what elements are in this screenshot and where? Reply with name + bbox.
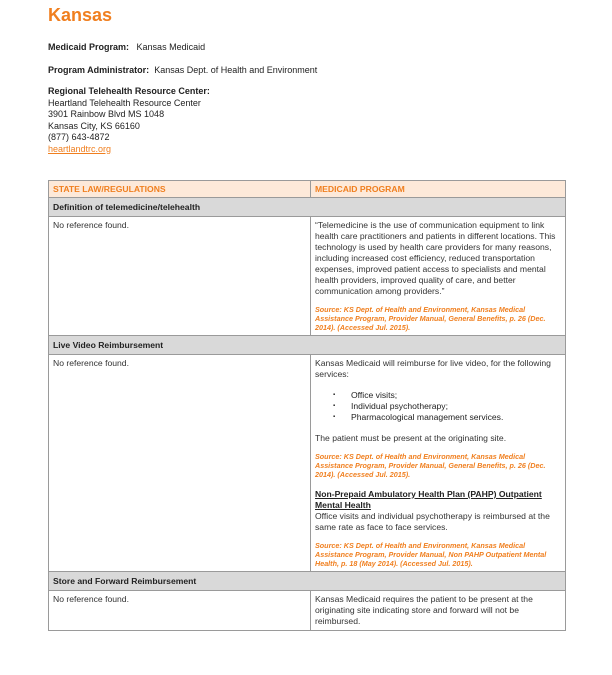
header-state-law: STATE LAW/REGULATIONS <box>49 181 311 198</box>
list-item: ▪ Individual psychotherapy; <box>351 401 561 412</box>
rtrc-block <box>48 86 210 155</box>
source-citation: Source: KS Dept. of Health and Environment, Kansas Medical Assistance Program, Provider Manual, Non PAHP Outpatient Mental Health, p. 18 (May 2014). (Accessed Jul. 2015). <box>315 541 547 568</box>
section-title: Store and Forward Reimbursement <box>49 572 566 591</box>
medicaid-text: “Telemedicine is the use of communication equipment to link health care practitioners and patients in different locations. This technology is used by health care providers for many reasons, including increased cost efficiency, reduced transportation expenses, improved patient access to specialists and mental health providers, improved quality of care, and better communication among providers.” <box>315 220 556 296</box>
state-law-text: No reference found. <box>53 220 129 230</box>
table-row <box>49 217 566 336</box>
medicaid-program-value: Kansas Medicaid <box>136 42 206 52</box>
table-row <box>49 591 566 631</box>
header-medicaid-program: MEDICAID PROGRAM <box>311 181 566 198</box>
services-list <box>315 390 561 423</box>
source-citation: Source: KS Dept. of Health and Environment, Kansas Medical Assistance Program, Provider Manual, General Benefits, p. 26 (Dec. 2014). (Accessed Jul. 2015). <box>315 452 546 479</box>
section-title: Live Video Reimbursement <box>49 336 566 355</box>
medicaid-program-label: Medicaid Program: <box>48 42 130 52</box>
sub-text: Office visits and individual psychotherapy is reimbursed at the same rate as face to face services. <box>315 511 550 532</box>
state-law-text: No reference found. <box>53 358 129 368</box>
state-law-text: No reference found. <box>53 594 129 604</box>
program-administrator-value: Kansas Dept. of Health and Environment <box>154 65 318 75</box>
section-title: Definition of telemedicine/telehealth <box>49 198 566 217</box>
section-row <box>49 572 566 591</box>
medicaid-intro: Kansas Medicaid will reimburse for live video, for the following services: <box>315 358 551 379</box>
state-law-cell <box>49 591 311 631</box>
program-administrator-field <box>48 65 317 75</box>
rtrc-name: Heartland Telehealth Resource Center <box>48 97 201 108</box>
page-title: Kansas <box>48 5 113 25</box>
state-law-cell <box>49 217 311 336</box>
policy-table <box>48 180 566 631</box>
section-row <box>49 198 566 217</box>
subheading: Non-Prepaid Ambulatory Health Plan (PAHP) Outpatient Mental Health <box>315 489 542 510</box>
medicaid-program-field <box>48 42 205 52</box>
rtrc-address-1: 3901 Rainbow Blvd MS 1048 <box>48 109 165 119</box>
rtrc-label: Regional Telehealth Resource Center: <box>48 86 210 96</box>
source-citation: Source: KS Dept. of Health and Environment, Kansas Medical Assistance Program, Provider Manual, General Benefits, p. 26 (Dec. 2014). (Accessed Jul. 2015). <box>315 305 546 332</box>
rtrc-link[interactable]: heartlandtrc.org <box>48 143 112 154</box>
table-row <box>49 355 566 572</box>
list-item: ▪ Office visits; <box>351 390 561 401</box>
medicaid-text: Kansas Medicaid requires the patient to be present at the originating site indicating store and forward will not be reimbursed. <box>315 594 533 626</box>
section-row <box>49 336 566 355</box>
medicaid-cell <box>311 355 566 572</box>
list-item: ▪ Pharmacological management services. <box>351 412 561 423</box>
state-law-cell <box>49 355 311 572</box>
medicaid-cell <box>311 591 566 631</box>
medicaid-cell <box>311 217 566 336</box>
medicaid-note: The patient must be present at the originating site. <box>315 433 507 443</box>
rtrc-phone: (877) 643-4872 <box>48 132 110 142</box>
program-administrator-label: Program Administrator: <box>48 65 150 75</box>
table-header-row <box>49 181 566 198</box>
rtrc-address-2: Kansas City, KS 66160 <box>48 120 140 131</box>
